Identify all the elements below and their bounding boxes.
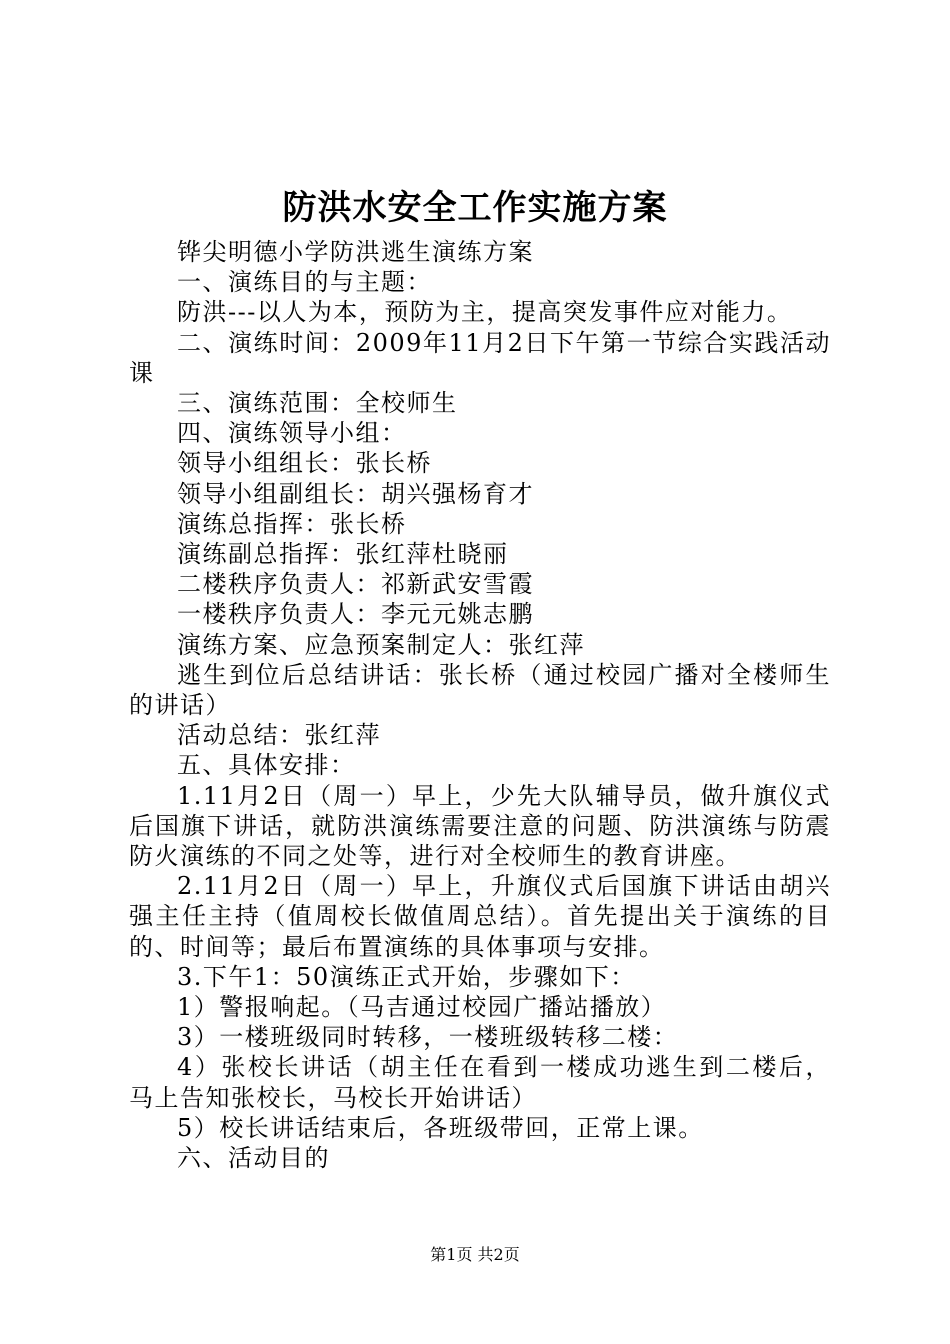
paragraph: 3）一楼班级同时转移，一楼班级转移二楼： bbox=[177, 1023, 679, 1052]
paragraph: 3.下午1：50演练正式开始，步骤如下： bbox=[177, 962, 636, 991]
paragraph: 领导小组组长：张长桥 bbox=[177, 449, 432, 478]
paragraph: 2.11月2日（周一）早上，升旗仪式后国旗下讲话由胡兴强主任主持（值周校长做值周总结）。首先提出关于演练的目的、时间等；最后布置演练的具体事项与安排。 bbox=[129, 872, 831, 961]
page-number-footer: 第1页 共2页 bbox=[430, 1245, 520, 1264]
paragraph: 四、演练领导小组： bbox=[177, 419, 407, 448]
paragraph: 演练总指挥：张长桥 bbox=[177, 509, 407, 538]
document-body bbox=[129, 237, 831, 1173]
paragraph: 六、活动目的 bbox=[177, 1144, 330, 1173]
paragraph: 五、具体安排： bbox=[177, 751, 356, 780]
paragraph: 领导小组副组长：胡兴强杨育才 bbox=[177, 479, 534, 508]
paragraph: 5）校长讲话结束后，各班级带回，正常上课。 bbox=[177, 1113, 704, 1142]
paragraph: 一、演练目的与主题： bbox=[177, 268, 432, 297]
paragraph: 防洪---以人为本，预防为主，提高突发事件应对能力。 bbox=[177, 298, 793, 327]
paragraph: 活动总结：张红萍 bbox=[177, 721, 381, 750]
paragraph: 4）张校长讲话（胡主任在看到一楼成功逃生到二楼后，马上告知张校长，马校长开始讲话） bbox=[129, 1053, 831, 1112]
paragraph: 三、演练范围：全校师生 bbox=[177, 389, 458, 418]
paragraph: 演练方案、应急预案制定人：张红萍 bbox=[177, 630, 585, 659]
paragraph: 演练副总指挥：张红萍杜晓丽 bbox=[177, 540, 509, 569]
paragraph: 一楼秩序负责人：李元元姚志鹏 bbox=[177, 600, 534, 629]
paragraph: 1）警报响起。（马吉通过校园广播站播放） bbox=[177, 993, 667, 1022]
paragraph: 二、演练时间：2009年11月2日下午第一节综合实践活动课 bbox=[129, 328, 831, 387]
paragraph: 铧尖明德小学防洪逃生演练方案 bbox=[177, 238, 534, 266]
paragraph: 1.11月2日（周一）早上，少先大队辅导员，做升旗仪式后国旗下讲话，就防洪演练需要注意的问题、防洪演练与防震防火演练的不同之处等，进行对全校师生的教育讲座。 bbox=[129, 781, 831, 871]
paragraph: 逃生到位后总结讲话：张长桥（通过校园广播对全楼师生的讲话） bbox=[129, 660, 831, 720]
paragraph: 二楼秩序负责人：祁新武安雪霞 bbox=[177, 570, 534, 599]
document-title: 防洪水安全工作实施方案 bbox=[282, 188, 668, 228]
